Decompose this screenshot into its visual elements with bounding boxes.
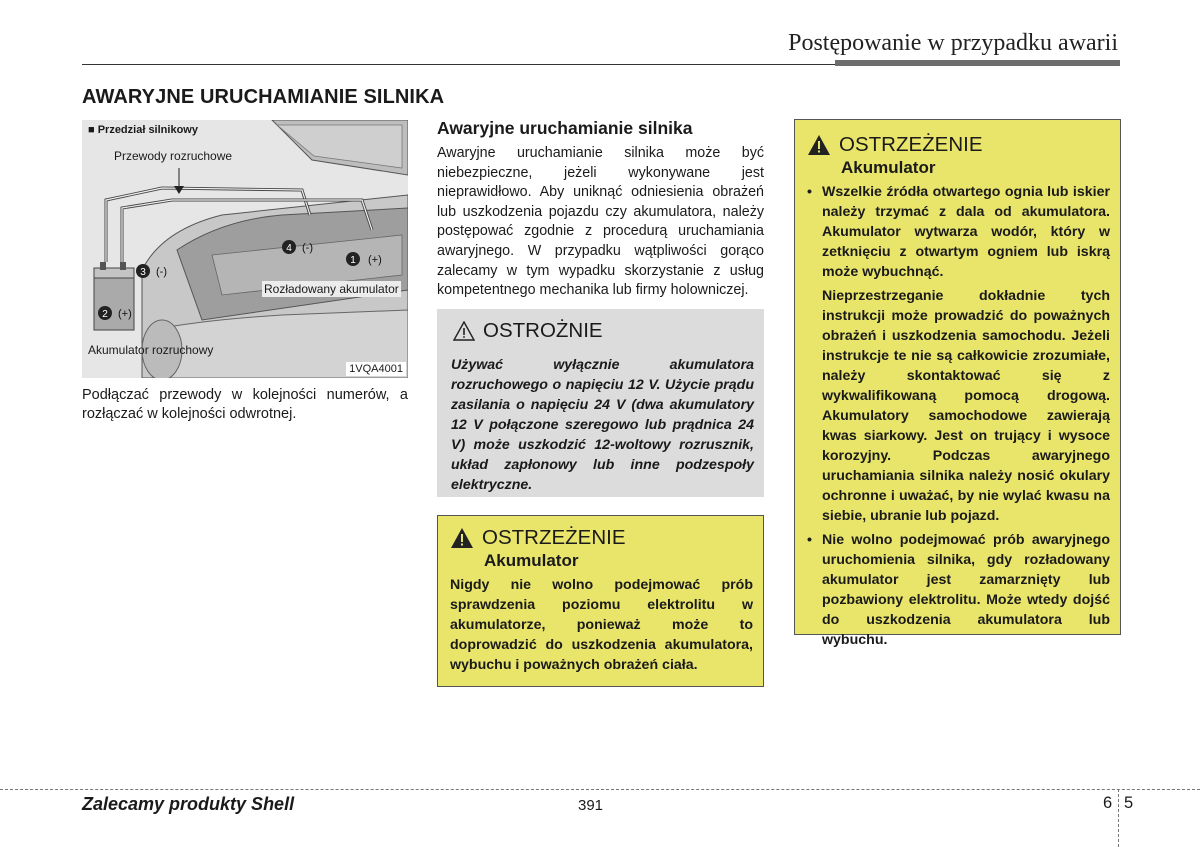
- section-number: 6: [1103, 794, 1113, 812]
- warning-bullet: [807, 530, 1110, 650]
- footer-brand: Zalecamy produkty Shell: [82, 794, 295, 814]
- svg-text:1: 1: [350, 255, 356, 266]
- section-title: Awaryjne uruchamianie silnika: [437, 118, 693, 138]
- sub-page-number: 5: [1124, 794, 1134, 812]
- footer-rule: [0, 789, 1200, 790]
- warning-word: OSTRZEŻENIE: [839, 133, 983, 156]
- bullet-text: Wszelkie źródła otwartego ognia lub iskier należy trzymać z dala od akumulatora. Akumulator wytwarza wodór, który w zetknięciu z otwartym ogniem lub iskrą może wybuchnąć.: [822, 184, 1110, 280]
- caution-triangle-icon: [453, 321, 475, 341]
- warning-box-electrolyte: [437, 515, 764, 687]
- svg-text:4: 4: [286, 243, 292, 254]
- svg-text:3: 3: [140, 267, 146, 278]
- warning-triangle-icon: [450, 527, 474, 549]
- warning-text: Nigdy nie wolno podejmować prób sprawdzenia poziomu elektrolitu w akumulatorze, ponieważ może to doprowadzić do uszkodzenia akumulatora, wybuchu i poważnych obrażeń ciała.: [450, 577, 753, 673]
- label-discharged-battery: Rozładowany akumulator: [264, 282, 399, 296]
- warning-subtitle: Akumulator: [484, 551, 579, 570]
- section-body: Awaryjne uruchamianie silnika może być niebezpieczne, jeżeli wykonywane jest nieprawidłowo. Aby uniknąć odniesienia obrażeń lub uszkodzenia pojazdu czy akumulatora, należy postępować zgodnie z procedurą uruchamiania awaryjnego. W przypadku wątpliwości gorąco zalecamy w tym wypadku skorzystanie z usług kompetentnego mechanika lub firmy holowniczej.: [437, 145, 764, 299]
- warning-box-battery: [794, 119, 1121, 648]
- warning-subtitle: Akumulator: [841, 158, 936, 177]
- figure-caption: Podłączać przewody w kolejności numerów, a rozłączać w kolejności odwrotnej.: [82, 387, 408, 422]
- engine-bay-illustration: [82, 120, 408, 378]
- caution-text: Używać wyłącznie akumulatora rozruchowego o napięciu 12 V. Użycie prądu zasilania o napięciu 24 V (dwa akumulatory 12 V połączone szeregowo lub prądnica 24 V) może uszkodzić 12-woltowy rozrusznik, układ zapłonowy lub inne podzespoły elektryczne.: [451, 357, 754, 493]
- bullet-mark: •: [807, 184, 812, 200]
- warning-bullet: [807, 182, 1110, 282]
- bullet-mark: •: [807, 532, 812, 548]
- figure-code: 1VQA4001: [346, 362, 406, 376]
- warning-triangle-icon: [807, 134, 831, 156]
- svg-text:(-): (-): [302, 242, 313, 254]
- footer-divider: [1118, 789, 1119, 847]
- svg-text:(+): (+): [118, 308, 132, 320]
- caution-word: OSTROŻNIE: [483, 319, 603, 342]
- label-jumper-cables: Przewody rozruchowe: [114, 149, 233, 163]
- header-accent-bar: [835, 60, 1120, 66]
- bullet-continuation: Nieprzestrzeganie dokładnie tych instrukcji może prowadzić do poważnych obrażeń i uszkodzenia samochodu. Jeżeli instrukcje te nie są całkowicie zrozumiałe, należy skontaktować się z wykwalifikowaną pomocą drogową. Akumulatory samochodowe zawierają kwas siarkowy. Jest on trujący i wysoce korozyjny. Podczas awaryjnego uruchamiania silnika należy nosić okulary ochronne i uważać, by nie wylać kwasu na siebie, ubranie lub pojazd.: [822, 288, 1110, 524]
- svg-text:(-): (-): [156, 266, 167, 278]
- page-title: AWARYJNE URUCHAMIANIE SILNIKA: [82, 86, 445, 108]
- chapter-title: Postępowanie w przypadku awarii: [788, 30, 1118, 56]
- figure-heading: ■ Przedział silnikowy: [88, 124, 198, 136]
- warning-word: OSTRZEŻENIE: [482, 526, 626, 549]
- page-number: 391: [578, 797, 604, 814]
- label-booster-battery: Akumulator rozruchowy: [88, 343, 214, 357]
- bullet-text: Nie wolno podejmować prób awaryjnego uruchomienia silnika, gdy rozładowany akumulator jest zamarznięty lub pozbawiony elektrolitu. Może wtedy dojść do uszkodzenia akumulatora lub wybuchu.: [822, 532, 1110, 648]
- svg-text:2: 2: [102, 309, 108, 320]
- svg-text:(+): (+): [368, 254, 382, 266]
- caution-box: [437, 309, 764, 497]
